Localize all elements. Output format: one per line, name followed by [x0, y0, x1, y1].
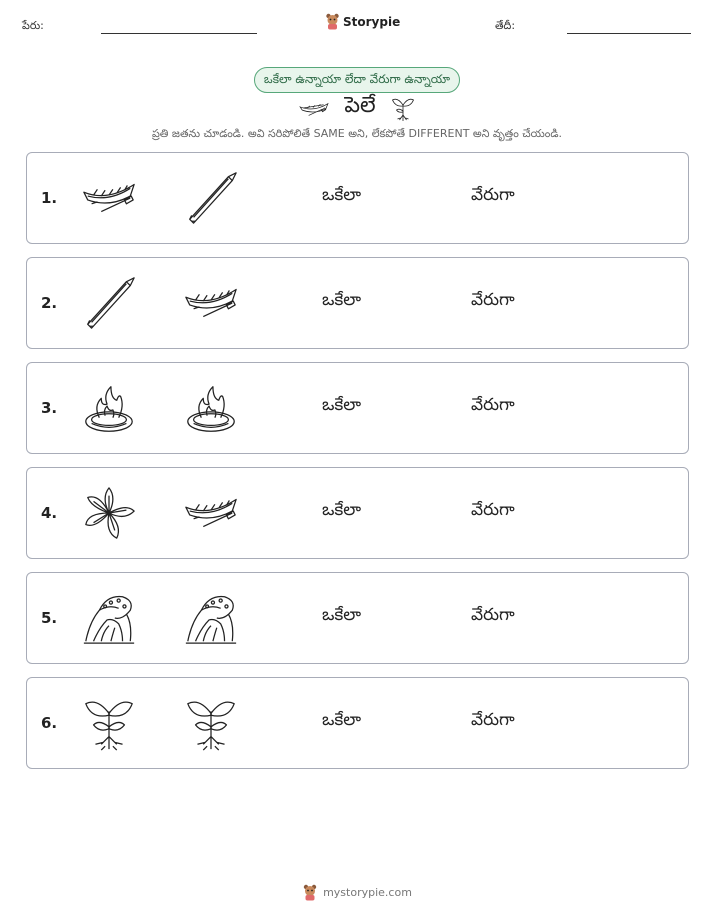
different-option[interactable]: వేరుగా	[471, 500, 515, 520]
brand-name: Storypie	[343, 14, 401, 29]
different-option[interactable]: వేరుగా	[471, 185, 515, 205]
footer	[0, 884, 714, 901]
question-number: 5.	[41, 609, 58, 627]
mascot-icon	[325, 13, 340, 30]
campfire-icon	[80, 379, 138, 437]
date-label: తేదీ:	[495, 19, 516, 32]
name-label: పేరు:	[22, 19, 44, 32]
same-option[interactable]: ఒకేలా	[322, 185, 362, 205]
question-number: 3.	[41, 399, 58, 417]
question-number: 1.	[41, 189, 58, 207]
question-row	[26, 677, 689, 769]
question-row	[26, 152, 689, 244]
sprout-icon	[390, 94, 416, 122]
question-number: 6.	[41, 714, 58, 732]
question-row	[26, 572, 689, 664]
pencil-icon	[182, 169, 240, 227]
canoe-icon	[298, 97, 330, 119]
date-input-line[interactable]	[567, 33, 691, 34]
title-row	[0, 93, 714, 123]
different-option[interactable]: వేరుగా	[471, 605, 515, 625]
same-option[interactable]: ఒకేలా	[322, 605, 362, 625]
sprout-icon	[80, 694, 138, 752]
flower-icon	[80, 484, 138, 542]
brand-logo	[325, 13, 400, 30]
different-option[interactable]: వేరుగా	[471, 290, 515, 310]
question-row	[26, 257, 689, 349]
instructions: ప్రతి జతను చూడండి. అవి సరిపోలితే SAME అని, లేకపోతే DIFFERENT అని వృత్తం చేయండి.	[151, 127, 563, 140]
question-row	[26, 362, 689, 454]
mascot-icon	[302, 884, 318, 901]
sprout-icon	[182, 694, 240, 752]
pencil-icon	[80, 274, 138, 332]
same-option[interactable]: ఒకేలా	[322, 500, 362, 520]
canoe-icon	[182, 484, 240, 542]
worksheet-title: పెలే	[344, 93, 376, 118]
question-number: 4.	[41, 504, 58, 522]
worksheet-tag-text: ఒకేలా ఉన్నాయా లేదా వేరుగా ఉన్నాయా	[263, 71, 451, 86]
volcano-icon	[80, 589, 138, 647]
same-option[interactable]: ఒకేలా	[322, 395, 362, 415]
name-input-line[interactable]	[101, 33, 257, 34]
worksheet-tag	[254, 67, 460, 93]
question-row	[26, 467, 689, 559]
different-option[interactable]: వేరుగా	[471, 395, 515, 415]
campfire-icon	[182, 379, 240, 437]
volcano-icon	[182, 589, 240, 647]
canoe-icon	[182, 274, 240, 332]
same-option[interactable]: ఒకేలా	[322, 290, 362, 310]
same-option[interactable]: ఒకేలా	[322, 710, 362, 730]
different-option[interactable]: వేరుగా	[471, 710, 515, 730]
question-number: 2.	[41, 294, 58, 312]
canoe-icon	[80, 169, 138, 227]
footer-url[interactable]: mystorypie.com	[323, 886, 412, 899]
